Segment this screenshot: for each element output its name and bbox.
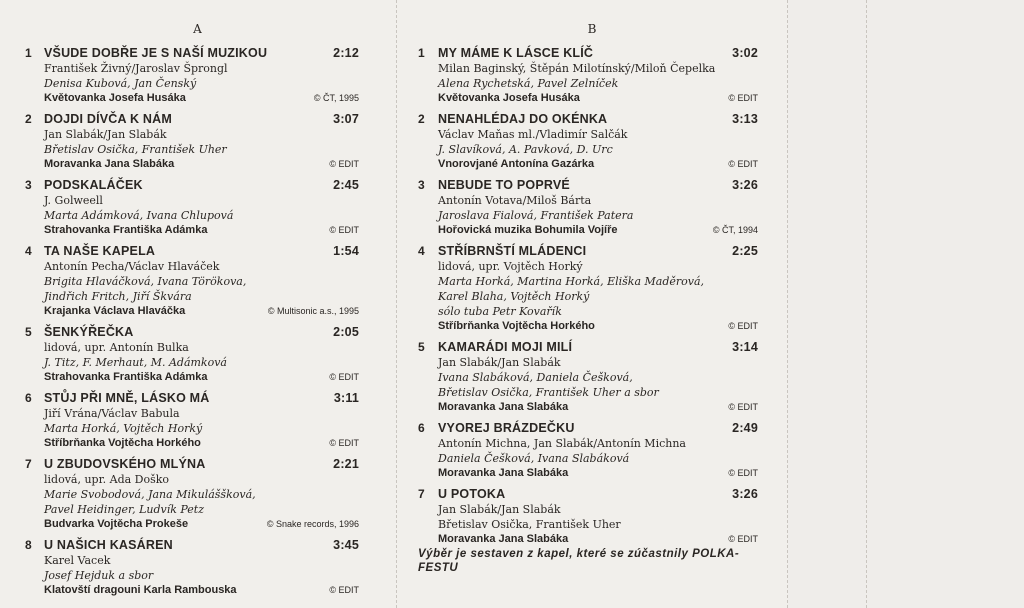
track-authors: Jiří Vrána/Václav Babula [44, 407, 180, 420]
side-a-panel [0, 0, 395, 608]
track-authors: Václav Maňas ml./Vladimír Salčák [438, 128, 628, 141]
track-authors: Antonín Votava/Miloš Bárta [438, 194, 592, 207]
track-number: 8 [25, 538, 32, 552]
track-number: 2 [25, 112, 32, 126]
track-title-row [44, 46, 395, 61]
track-duration: 3:13 [732, 112, 758, 126]
track-performers: J. Titz, F. Merhaut, M. Adámková [44, 356, 227, 369]
track-duration: 3:02 [732, 46, 758, 60]
track-item [398, 46, 786, 106]
track-item [0, 538, 395, 598]
track-authors: Jan Slabák/Jan Slabák [44, 128, 167, 141]
track-number: 4 [418, 244, 425, 258]
track-band: Květovanka Josefa Husáka [44, 92, 186, 104]
track-performers: Marta Horká, Martina Horká, Eliška Maděrová, [438, 275, 705, 288]
track-number: 6 [418, 421, 425, 435]
track-authors: František Živný/Jaroslav Šprongl [44, 62, 228, 75]
track-title: TA NAŠE KAPELA [44, 244, 156, 258]
track-item [0, 325, 395, 385]
track-title: STŮJ PŘI MNĚ, LÁSKO MÁ [44, 391, 210, 405]
track-copyright: © Multisonic a.s., 1995 [267, 306, 359, 316]
track-performers: Marta Adámková, Ivana Chlupová [44, 209, 234, 222]
track-number: 4 [25, 244, 32, 258]
track-performers: Denisa Kubová, Jan Čenský [44, 77, 197, 90]
track-performers: Daniela Češková, Ivana Slabáková [438, 452, 630, 465]
track-authors: lidová, upr. Antonín Bulka [44, 341, 189, 354]
side-b-panel [398, 0, 786, 608]
track-duration: 2:05 [333, 325, 359, 339]
track-duration: 3:26 [732, 178, 758, 192]
track-band-row [44, 583, 395, 598]
track-band-row [438, 319, 786, 334]
track-band: Krajanka Václava Hlaváčka [44, 305, 186, 317]
track-title-row [438, 178, 786, 193]
track-title: PODSKALÁČEK [44, 178, 143, 192]
track-copyright: © ČT, 1994 [712, 225, 758, 235]
track-title-row [44, 178, 395, 193]
fold-line [396, 0, 397, 608]
track-performers: J. Slavíková, A. Pavková, D. Urc [438, 143, 613, 156]
track-number: 3 [418, 178, 425, 192]
track-duration: 3:14 [732, 340, 758, 354]
track-performers: Josef Hejduk a sbor [44, 569, 154, 582]
track-item [0, 457, 395, 532]
track-copyright: © EDIT [728, 321, 758, 331]
track-band: Květovanka Josefa Husáka [438, 92, 580, 104]
track-item [398, 421, 786, 481]
track-band-row [438, 466, 786, 481]
track-number: 2 [418, 112, 425, 126]
side-b-tracklist [398, 46, 786, 553]
track-title-row [44, 325, 395, 340]
track-title-row [438, 421, 786, 436]
track-performers: Karel Blaha, Vojtěch Horký [438, 290, 590, 303]
track-number: 1 [25, 46, 32, 60]
track-duration: 2:21 [333, 457, 359, 471]
track-duration: 2:12 [333, 46, 359, 60]
track-band: Moravanka Jana Slabáka [44, 158, 175, 170]
track-band-row [44, 517, 395, 532]
track-band-row [44, 370, 395, 385]
track-authors: Jan Slabák/Jan Slabák [438, 356, 561, 369]
track-authors: Milan Baginský, Štěpán Milotínský/Miloň Čepelka [438, 62, 716, 75]
side-b-title: B [587, 22, 597, 36]
track-title-row [438, 487, 786, 502]
track-performers: sólo tuba Petr Kovařík [438, 305, 562, 318]
track-copyright: © Snake records, 1996 [266, 519, 359, 529]
track-number: 1 [418, 46, 425, 60]
track-copyright: © ČT, 1995 [313, 93, 359, 103]
track-copyright: © EDIT [329, 159, 359, 169]
track-band-row [438, 157, 786, 172]
track-duration: 3:45 [333, 538, 359, 552]
track-title: VŠUDE DOBŘE JE S NAŠÍ MUZIKOU [44, 46, 268, 60]
track-title-row [438, 244, 786, 259]
track-item [0, 46, 395, 106]
track-title: U POTOKA [438, 487, 506, 501]
track-band-row [44, 436, 395, 451]
fold-line [866, 0, 867, 608]
track-item [398, 487, 786, 547]
track-band: Moravanka Jana Slabáka [438, 467, 569, 479]
track-title: KAMARÁDI MOJI MILÍ [438, 340, 573, 354]
track-copyright: © EDIT [728, 159, 758, 169]
track-number: 7 [25, 457, 32, 471]
track-copyright: © EDIT [329, 585, 359, 595]
track-performers: Brigita Hlaváčková, Ivana Törökova, [44, 275, 247, 288]
track-copyright: © EDIT [728, 534, 758, 544]
track-duration: 1:54 [333, 244, 359, 258]
track-title: MY MÁME K LÁSCE KLÍČ [438, 46, 594, 60]
track-band-row [438, 400, 786, 415]
track-performers: Marta Horká, Vojtěch Horký [44, 422, 203, 435]
track-band-row [44, 223, 395, 238]
track-item [0, 391, 395, 451]
track-band: Hořovická muzika Bohumila Vojíře [438, 224, 618, 236]
track-authors: Antonín Michna, Jan Slabák/Antonín Michna [438, 437, 686, 450]
track-item [398, 178, 786, 238]
compilation-note: Výběr je sestaven z kapel, které se zúčastnily POLKA-FESTU [418, 548, 740, 574]
track-band-row [438, 223, 786, 238]
track-performers: Marie Svobodová, Jana Mikuláššková, [44, 488, 256, 501]
track-duration: 3:11 [333, 391, 359, 405]
track-title-row [44, 538, 395, 553]
track-authors: lidová, upr. Vojtěch Horký [438, 260, 583, 273]
track-band: Moravanka Jana Slabáka [438, 401, 569, 413]
track-copyright: © EDIT [329, 225, 359, 235]
track-band: Stříbrňanka Vojtěcha Horkého [438, 320, 595, 332]
track-title: NENAHLÉDAJ DO OKÉNKA [438, 112, 608, 126]
track-title-row [44, 112, 395, 127]
track-title-row [438, 112, 786, 127]
track-title-row [44, 457, 395, 472]
track-performers: Břetislav Osička, František Uher [438, 518, 621, 531]
track-item [398, 340, 786, 415]
track-duration: 3:07 [333, 112, 359, 126]
track-performers: Jindřich Fritch, Jiří Škvára [44, 290, 192, 303]
spine-panel [788, 0, 1024, 608]
track-band-row [438, 91, 786, 106]
track-title-row [438, 340, 786, 355]
track-item [398, 112, 786, 172]
track-authors: Karel Vacek [44, 554, 111, 567]
track-band: Stříbrňanka Vojtěcha Horkého [44, 437, 201, 449]
track-performers: Alena Rychetská, Pavel Zelníček [438, 77, 619, 90]
track-copyright: © EDIT [728, 468, 758, 478]
track-performers: Břetislav Osička, František Uher [44, 143, 227, 156]
track-duration: 2:49 [732, 421, 758, 435]
track-number: 5 [25, 325, 32, 339]
track-band-row [44, 91, 395, 106]
track-band-row [44, 157, 395, 172]
track-title: U NAŠICH KASÁREN [44, 538, 173, 552]
track-authors: Jan Slabák/Jan Slabák [438, 503, 561, 516]
track-band: Moravanka Jana Slabáka [438, 533, 569, 545]
track-number: 7 [418, 487, 425, 501]
track-copyright: © EDIT [329, 438, 359, 448]
track-duration: 2:25 [732, 244, 758, 258]
track-title: U ZBUDOVSKÉHO MLÝNA [44, 457, 206, 471]
track-performers: Břetislav Osička, František Uher a sbor [438, 386, 659, 399]
side-a-tracklist [0, 46, 395, 604]
track-title: NEBUDE TO POPRVÉ [438, 178, 570, 192]
track-copyright: © EDIT [728, 93, 758, 103]
track-item [0, 112, 395, 172]
track-title: ŠENKÝŘEČKA [44, 325, 134, 339]
track-number: 3 [25, 178, 32, 192]
track-performers: Ivana Slabáková, Daniela Češková, [438, 371, 633, 384]
track-performers: Pavel Heidinger, Ludvík Petz [44, 503, 205, 516]
track-authors: lidová, upr. Ada Doško [44, 473, 170, 486]
track-band: Vnorovjané Antonína Gazárka [438, 158, 595, 170]
track-performers: Jaroslava Fialová, František Patera [438, 209, 634, 222]
track-title: STŘÍBRNŠTÍ MLÁDENCI [438, 244, 587, 258]
track-band: Budvarka Vojtěcha Prokeše [44, 518, 189, 530]
track-item [398, 244, 786, 334]
track-band: Strahovanka Františka Adámka [44, 224, 208, 236]
track-duration: 3:26 [732, 487, 758, 501]
track-copyright: © EDIT [728, 402, 758, 412]
track-number: 6 [25, 391, 32, 405]
track-band: Klatovští dragouni Karla Rambouska [44, 584, 237, 596]
track-title-row [44, 391, 395, 406]
track-band: Strahovanka Františka Adámka [44, 371, 208, 383]
track-title: VYOREJ BRÁZDEČKU [438, 421, 575, 435]
track-title-row [44, 244, 395, 259]
track-title: DOJDI DÍVČA K NÁM [44, 112, 172, 126]
track-authors: Antonín Pecha/Václav Hlaváček [44, 260, 220, 273]
track-band-row [438, 532, 786, 547]
track-item [0, 244, 395, 319]
track-item [0, 178, 395, 238]
track-number: 5 [418, 340, 425, 354]
track-copyright: © EDIT [329, 372, 359, 382]
side-a-title: A [193, 22, 202, 36]
track-band-row [44, 304, 395, 319]
track-duration: 2:45 [333, 178, 359, 192]
track-authors: J. Golweell [44, 194, 103, 207]
track-title-row [438, 46, 786, 61]
